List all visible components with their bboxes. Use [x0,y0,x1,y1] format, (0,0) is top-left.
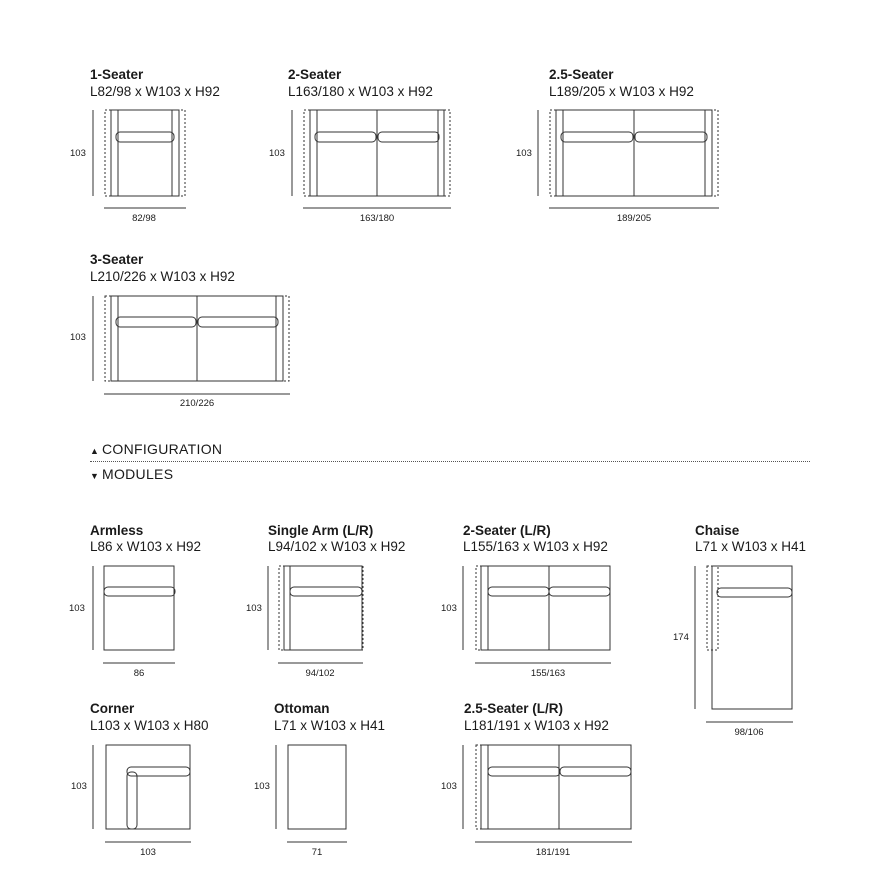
width-label: 181/191 [535,847,571,858]
depth-label: 103 [246,603,262,614]
sofa-name: 2.5-Seater [549,67,614,82]
width-label: 189/205 [616,213,652,224]
module-dimensions: L94/102 x W103 x H92 [268,539,406,554]
depth-label: 103 [269,148,285,159]
module-dimensions: L103 x W103 x H80 [90,718,209,733]
depth-label: 103 [71,781,87,792]
depth-label: 103 [441,603,457,614]
module-name: 2-Seater (L/R) [463,523,551,538]
modules-label: MODULES [102,466,174,482]
triangle-down-icon: ▼ [90,471,100,481]
sofa-name: 1-Seater [90,67,144,82]
sofa-dimensions: L189/205 x W103 x H92 [549,84,694,99]
module-dimensions: L181/191 x W103 x H92 [464,718,609,733]
width-label: 98/106 [734,727,764,738]
sofa-name: 3-Seater [90,252,144,267]
module-name: Ottoman [274,701,330,716]
module-dimensions: L86 x W103 x H92 [90,539,202,554]
depth-label: 103 [254,781,270,792]
depth-label: 103 [70,148,86,159]
module-name: Single Arm (L/R) [268,523,374,538]
module-name: Armless [90,523,144,538]
depth-label: 103 [70,332,86,343]
module-dimensions: L155/163 x W103 x H92 [463,539,608,554]
triangle-up-icon: ▲ [90,446,100,456]
width-label: 163/180 [359,213,395,224]
depth-label: 174 [673,632,689,643]
width-label: 155/163 [530,668,566,679]
depth-label: 103 [516,148,532,159]
sofa-dimensions: L82/98 x W103 x H92 [90,84,220,99]
width-label: 94/102 [305,668,335,679]
sofa-name: 2-Seater [288,67,342,82]
width-label: 82/98 [132,213,156,224]
width-label: 86 [133,668,145,679]
module-name: Corner [90,701,135,716]
depth-label: 103 [69,603,85,614]
module-name: 2.5-Seater (L/R) [464,701,564,716]
module-name: Chaise [695,523,740,538]
sofa-dimensions: L163/180 x W103 x H92 [288,84,433,99]
module-dimensions: L71 x W103 x H41 [274,718,386,733]
width-label: 210/226 [179,398,215,409]
width-label: 103 [140,847,156,858]
sofa-dimensions: L210/226 x W103 x H92 [90,269,235,284]
configuration-label: CONFIGURATION [102,441,223,457]
width-label: 71 [311,847,323,858]
module-dimensions: L71 x W103 x H41 [695,539,807,554]
depth-label: 103 [441,781,457,792]
